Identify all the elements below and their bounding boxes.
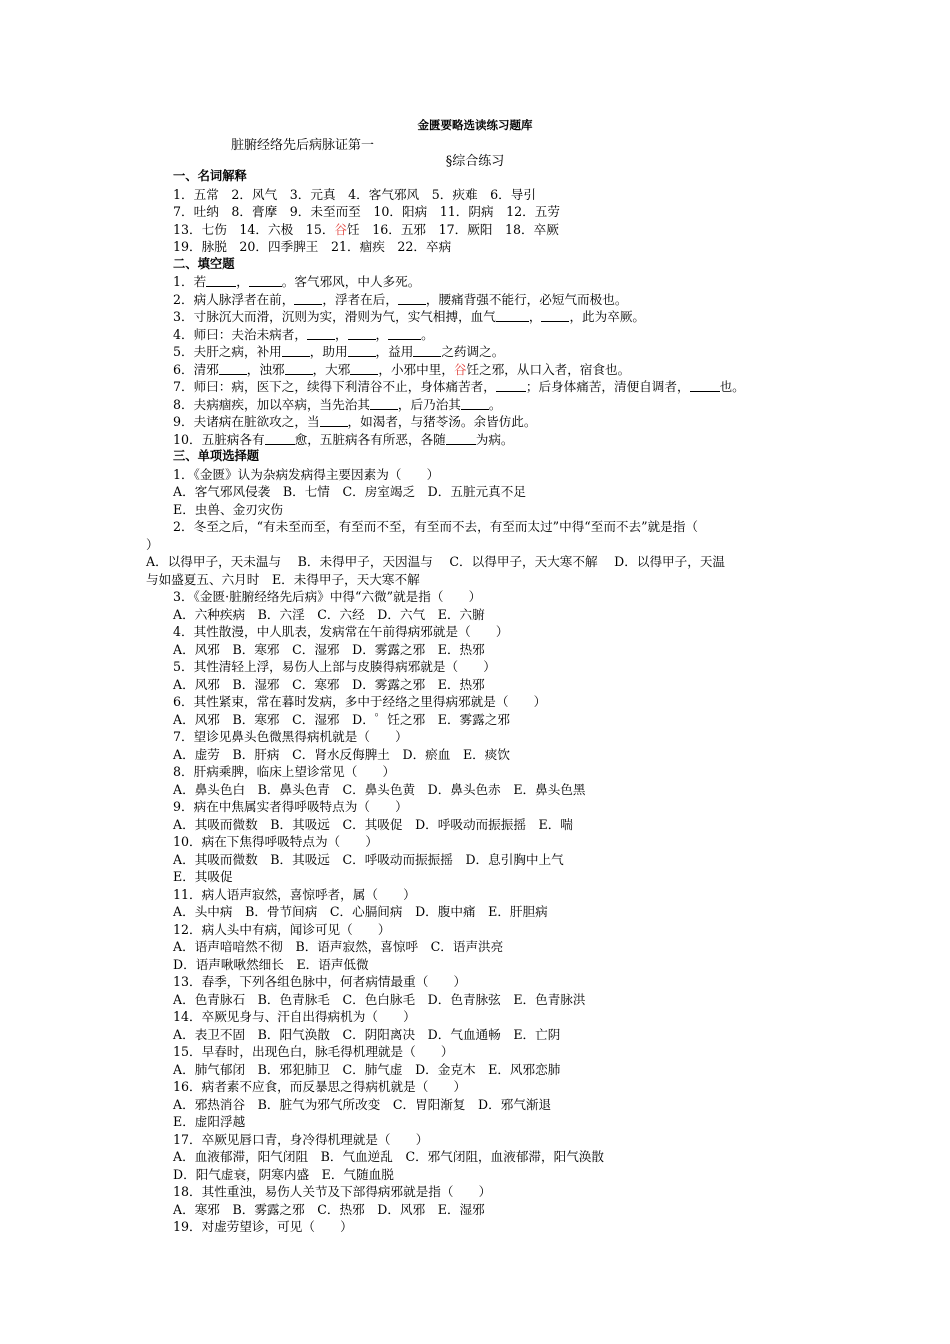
answer-blank bbox=[249, 274, 282, 287]
text-line: 14．卒厥见身与、汗自出得病机为（ ） bbox=[173, 1009, 416, 1024]
text-line: A．邪热消谷 B．脏气为邪气所改变 C．胃阳渐复 D．邪气渐退 bbox=[173, 1096, 552, 1112]
answer-blank bbox=[294, 292, 322, 305]
text-line: 1．《金匮》认为杂病发病得主要因素为（ ） bbox=[173, 466, 440, 482]
text-line: 3．《金匮·脏腑经络先后病》中得“六微”就是指（ ） bbox=[173, 589, 482, 604]
text-line: 17．卒厥见唇口青，身冷得机理就是（ ） bbox=[173, 1131, 429, 1147]
text-segment: 饪之邪，从口入者，宿食也。 bbox=[466, 361, 631, 377]
text-line: 与如盛夏五、六月时 E．未得甲子，天大寒不解 bbox=[146, 571, 420, 587]
text-line: 10．病在下焦得呼吸特点为（ ） bbox=[173, 834, 378, 849]
text-segment: ，浊邪 bbox=[246, 361, 285, 377]
fill-blank-question bbox=[0, 431, 950, 449]
text-segment: 为病。 bbox=[475, 431, 514, 447]
highlighted-char: 谷 bbox=[453, 361, 467, 377]
text-line: A．表卫不固 B．阳气涣散 C．阴阳离决 D．气血通畅 E．亡阴 bbox=[173, 1026, 561, 1042]
fill-blank-question bbox=[0, 273, 950, 291]
text-line: 2．冬至之后，“有未至而至，有至而不至，有至而不去，有至而太过”中得“至而不去”就是指（ bbox=[173, 519, 698, 534]
text-line: E．虫兽、金刃灾伤 bbox=[173, 501, 283, 517]
text-line: A．其吸而微数 B．其吸远 C．其吸促 D．呼吸动而振振摇 E．喘 bbox=[173, 816, 573, 832]
exercise-content bbox=[0, 168, 950, 1236]
text-line: 12．病人头中有病，闻诊可见（ ） bbox=[173, 921, 391, 937]
text-line: 15．早春时，出现色白，脉毛得机理就是（ ） bbox=[173, 1044, 454, 1059]
fill-blank-question bbox=[0, 326, 950, 344]
text-segment: ，大邪 bbox=[312, 361, 351, 377]
text-line: 1．五常 2．风气 3．元真 4．客气邪风 5．疢难 6．导引 bbox=[173, 186, 536, 202]
text-segment: 1．若 bbox=[173, 274, 207, 289]
text-line: 18．其性重浊，易伤人关节及下部得病邪就是指（ ） bbox=[173, 1184, 492, 1199]
text-segment: 愈，五脏病各有所恶，各随 bbox=[294, 431, 446, 447]
text-line: A．色青脉石 B．色青脉毛 C．色白脉毛 D．色青脉弦 E．色青脉洪 bbox=[173, 991, 586, 1007]
text-line: A．语声喑喑然不彻 B．语声寂然，喜惊呼 C．语声洪亮 bbox=[173, 939, 504, 954]
text-line: A．其吸而微数 B．其吸远 C．呼吸动而振振摇 D．息引胸中上气 bbox=[173, 851, 564, 867]
text-line bbox=[0, 221, 950, 239]
highlighted-char: 谷 bbox=[334, 221, 348, 237]
text-line: 11．病人语声寂然，喜惊呼者，属（ ） bbox=[173, 886, 416, 902]
answer-blank bbox=[541, 309, 569, 322]
text-segment: ， bbox=[375, 326, 389, 342]
text-line: 7．望诊见鼻头色微黑得病机就是（ ） bbox=[173, 729, 408, 744]
fill-blank-question bbox=[0, 343, 950, 361]
section-heading: 一、名词解释 bbox=[173, 169, 247, 183]
section-subtitle: §综合练习 bbox=[445, 154, 505, 169]
text-segment: ，后乃治其 bbox=[397, 396, 461, 412]
text-line: D．阳气虚衰，阴寒内盛 E．气随血脱 bbox=[173, 1166, 394, 1182]
text-segment: 6．清邪 bbox=[173, 361, 219, 377]
text-segment: ，浮者在后， bbox=[322, 291, 398, 307]
text-line: 13．春季，下列各组色脉中，何者病情最重（ ） bbox=[173, 974, 467, 989]
text-segment: 饪 16．五邪 17．厥阳 18．卒厥 bbox=[347, 221, 559, 237]
text-segment: ，益用 bbox=[375, 344, 414, 359]
text-line: A．风邪 B．寒邪 C．湿邪 D．゜饪之邪 E．雾露之邪 bbox=[173, 711, 510, 727]
text-line: 19．脉脱 20．四季脾王 21．痼疾 22．卒病 bbox=[173, 239, 452, 254]
section-heading: 二、填空题 bbox=[173, 256, 235, 271]
text-line: A．风邪 B．寒邪 C．湿邪 D．雾露之邪 E．热邪 bbox=[173, 641, 485, 657]
fill-blank-question bbox=[0, 396, 950, 414]
text-segment: ，小邪中里， bbox=[378, 361, 454, 377]
answer-blank bbox=[350, 362, 378, 375]
text-segment: 13．七伤 14．六极 15． bbox=[173, 221, 335, 237]
answer-blank bbox=[219, 362, 247, 375]
text-segment: 5．夫肝之病，补用 bbox=[173, 344, 282, 359]
answer-blank bbox=[388, 327, 421, 340]
text-segment: 7．师曰：病，医下之，续得下利清谷不止，身体痛苦者， bbox=[173, 379, 496, 394]
text-line: 19．对虚劳望诊，可见（ ） bbox=[173, 1219, 353, 1234]
text-line: A．头中病 B．骨节间病 C．心膈间病 D．腹中痛 E．肝胆病 bbox=[173, 904, 548, 919]
text-segment: ， bbox=[334, 326, 348, 342]
text-segment: ，腰痛背强不能行，必短气而极也。 bbox=[425, 291, 628, 307]
text-line: 6．其性紧束，常在暮时发病，多中于经络之里得病邪就是（ ） bbox=[173, 694, 547, 709]
text-segment: 3．寸脉沉大而滑，沉则为实，滑则为气，实气相搏，血气 bbox=[173, 309, 496, 324]
fill-blank-question bbox=[0, 308, 950, 326]
text-line: 9．病在中焦属实者得呼吸特点为（ ） bbox=[173, 799, 408, 814]
text-segment: ，此为卒厥。 bbox=[569, 309, 646, 324]
text-segment: ，如渴者，与猪苓汤。余皆仿此。 bbox=[347, 414, 537, 429]
answer-blank bbox=[461, 397, 489, 410]
text-line: 4．其性散漫，中人肌表，发病常在午前得病邪就是（ ） bbox=[173, 624, 509, 639]
answer-blank bbox=[307, 327, 335, 340]
text-line: A．虚劳 B．肝病 C．肾水反侮脾土 D．瘀血 E．痰饮 bbox=[173, 746, 510, 762]
text-line: 7．吐纳 8．膏摩 9．未至而至 10．阳病 11．阴病 12．五劳 bbox=[173, 204, 560, 219]
text-line: ） bbox=[146, 536, 159, 552]
text-line: A．鼻头色白 B．鼻头色青 C．鼻头色黄 D．鼻头色赤 E．鼻头色黑 bbox=[173, 781, 586, 797]
chapter-title: 脏腑经络先后病脉证第一 bbox=[231, 138, 375, 153]
answer-blank bbox=[320, 414, 348, 427]
text-segment: 10．五脏病各有 bbox=[173, 431, 265, 447]
text-line: A．血液郁滞，阳气闭阻 B．气血逆乱 C．邪气闭阻，血液郁滞，阳气涣散 bbox=[173, 1149, 604, 1164]
text-segment: 也。 bbox=[719, 379, 745, 394]
answer-blank bbox=[370, 397, 398, 410]
text-line: 8．肝病乘脾，临床上望诊常见（ ） bbox=[173, 764, 396, 779]
text-segment: 4．师曰：夫治未病者， bbox=[173, 326, 307, 342]
answer-blank bbox=[398, 292, 426, 305]
text-segment: 8．夫病痼疾，加以卒病，当先治其 bbox=[173, 396, 370, 412]
text-line: A．风邪 B．湿邪 C．寒邪 D．雾露之邪 E．热邪 bbox=[173, 676, 485, 692]
text-segment: 。 bbox=[488, 396, 502, 412]
text-segment: ，助用 bbox=[309, 344, 348, 359]
text-segment: 2．病人脉浮者在前， bbox=[173, 291, 295, 307]
text-line: A．以得甲子，天未温与 B．未得甲子，天因温与 C．以得甲子，天大寒不解 D．以得甲子，天温 bbox=[146, 554, 726, 569]
fill-blank-question bbox=[0, 361, 950, 379]
answer-blank bbox=[690, 379, 720, 392]
answer-blank bbox=[348, 344, 376, 357]
text-line: D．语声啾啾然细长 E．语声低微 bbox=[173, 956, 369, 972]
fill-blank-question bbox=[0, 413, 950, 431]
text-line: A．六种疾病 B．六淫 C．六经 D．六气 E．六腑 bbox=[173, 606, 485, 622]
text-segment: 。 bbox=[421, 326, 434, 342]
answer-blank bbox=[265, 432, 295, 445]
document-title: 金匮要略选读练习题库 bbox=[417, 118, 533, 132]
text-line: 16．病者素不应食，而反暴思之得病机就是（ ） bbox=[173, 1079, 467, 1094]
text-line: E．其吸促 bbox=[173, 869, 233, 884]
text-line: 5．其性清轻上浮，易伤人上部与皮腠得病邪就是（ ） bbox=[173, 659, 496, 674]
section-heading: 三、单项选择题 bbox=[173, 449, 260, 463]
text-segment: ；后身体痛苦，清便自调者， bbox=[525, 379, 690, 394]
answer-blank bbox=[285, 362, 313, 375]
answer-blank bbox=[348, 327, 376, 340]
text-segment: 9．夫诸病在脏欲攻之，当 bbox=[173, 414, 320, 429]
fill-blank-question bbox=[0, 378, 950, 396]
text-line: A．客气邪风侵袭 B．七情 C．房室竭乏 D．五脏元真不足 bbox=[173, 484, 526, 499]
text-segment: 之药调之。 bbox=[441, 344, 505, 359]
text-segment: ， bbox=[528, 309, 542, 324]
fill-blank-question bbox=[0, 291, 950, 309]
answer-blank bbox=[446, 432, 476, 445]
answer-blank bbox=[282, 344, 310, 357]
answer-blank bbox=[206, 274, 236, 287]
text-line: E．虚阳浮越 bbox=[173, 1114, 246, 1129]
answer-blank bbox=[496, 379, 526, 392]
text-segment: 。客气邪风，中人多死。 bbox=[281, 274, 421, 289]
answer-blank bbox=[413, 344, 441, 357]
text-line: A．寒邪 B．雾露之邪 C．热邪 D．风邪 E．湿邪 bbox=[173, 1201, 485, 1217]
text-line: A．肺气郁闭 B．邪犯肺卫 C．肺气虚 D．金克木 E．风邪恋肺 bbox=[173, 1061, 561, 1077]
answer-blank bbox=[496, 309, 529, 322]
text-segment: ， bbox=[236, 274, 249, 289]
